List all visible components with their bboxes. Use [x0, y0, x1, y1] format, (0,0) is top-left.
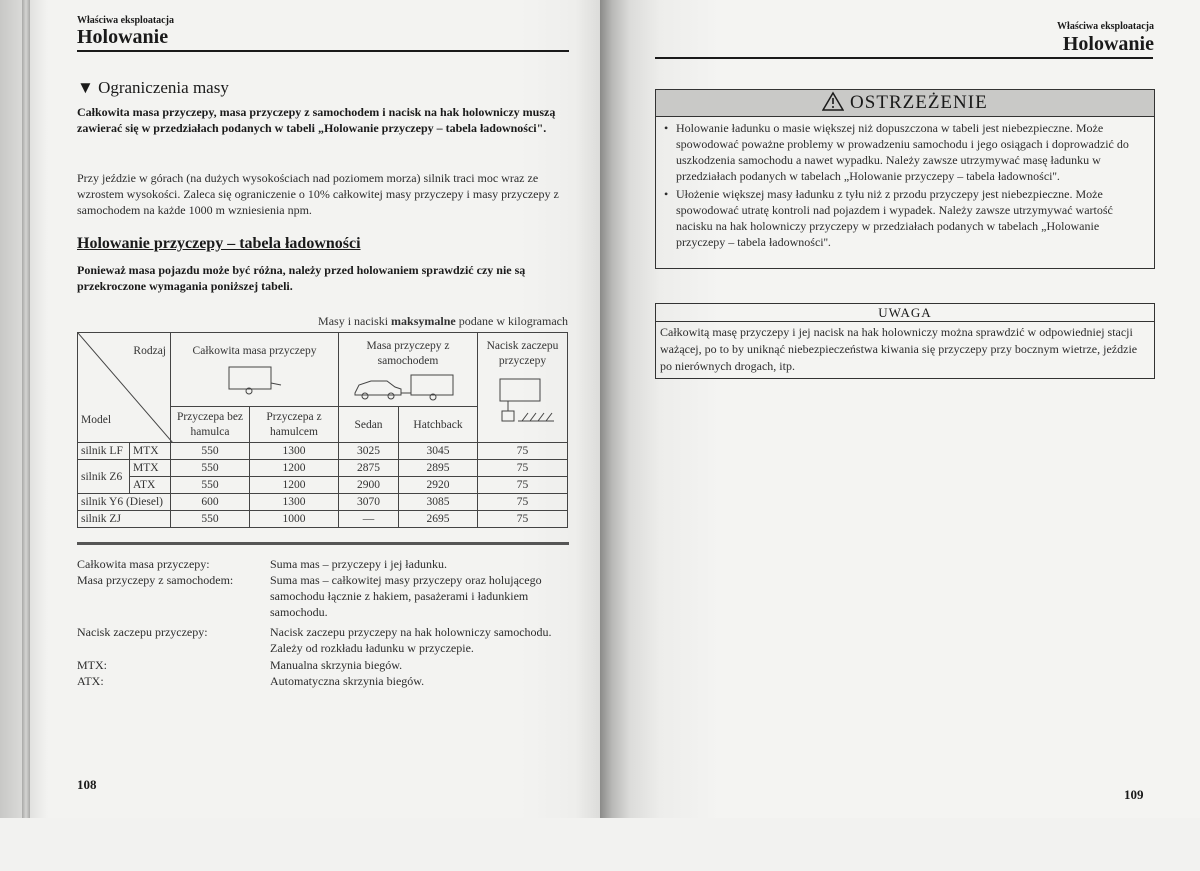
note-title: UWAGA — [656, 304, 1154, 322]
hitch-weight-icon — [488, 375, 558, 425]
cell-brake: 1300 — [250, 494, 339, 511]
subheader-brake: Przyczepa z hamulcem — [250, 407, 339, 443]
header-rule-left — [77, 50, 569, 52]
cell-no-brake: 550 — [171, 511, 250, 528]
cell-no-brake: 550 — [171, 443, 250, 460]
cell-brake: 1300 — [250, 443, 339, 460]
bottom-margin — [0, 818, 1200, 871]
warning-title-bar — [656, 90, 1154, 117]
note-box — [655, 303, 1155, 379]
glossary-term-5: ATX: — [77, 674, 104, 688]
glossary-def-4: Manualna skrzynia biegów. — [270, 658, 403, 672]
cell-engine: silnik Z6 — [78, 460, 130, 494]
subheader-no-brake: Przyczepa bez hamulca — [171, 407, 250, 443]
table-subheading: Holowanie przyczepy – tabela ładowności — [77, 235, 361, 252]
cell-sedan: 2875 — [339, 460, 399, 477]
table-row — [78, 494, 568, 511]
trailer-icon — [227, 363, 283, 397]
cell-hatchback: 2695 — [399, 511, 478, 528]
towing-capacity-table — [77, 332, 568, 528]
glossary-def-3: Nacisk zaczepu przyczepy na hak holowniczy samochodu. Zależy od rozkładu ładunku w przyczepie. — [270, 625, 552, 655]
cell-hatchback: 2920 — [399, 477, 478, 494]
car-with-trailer-icon — [353, 371, 463, 401]
table-bottom-rule — [77, 542, 569, 545]
running-header-small-left: Właściwa eksploatacja — [77, 15, 174, 26]
cell-hatchback: 3045 — [399, 443, 478, 460]
table-row — [78, 511, 568, 528]
note-text: Całkowitą masę przyczepy i jej nacisk na hak holowniczy można sprawdzić w odpowiedniej stacji ważącej, po to by uniknąć niebezpieczeństwa kiwania się przyczepy przy bocznym wietrze, jeździe po nierównych drogach, itp. — [660, 325, 1138, 373]
cell-sedan: 2900 — [339, 477, 399, 494]
header-total-mass — [171, 333, 339, 407]
cell-no-brake: 550 — [171, 460, 250, 477]
header-rule-right — [655, 57, 1153, 59]
intro-paragraph: Przy jeździe w górach (na dużych wysokościach nad poziomem morza) silnik traci moc wraz ze wzrostem wysokości. Zaleca się ograniczenie o 10% całkowitej masy przyczepy i masy przyczepy z samochodem na każde 1000 m wzniesienia npm. — [77, 171, 559, 217]
binding-edge — [22, 0, 30, 818]
cell-hitch: 75 — [478, 443, 568, 460]
running-header-big-right: Holowanie — [1062, 33, 1154, 55]
intro-bold-paragraph: Całkowita masa przyczepy, masa przyczepy z samochodem i nacisk na hak holowniczy muszą zawierać się w przedziałach podanych w tabeli „Holowanie przyczepy – tabela ładowności". — [77, 105, 556, 135]
page-number-left: 108 — [77, 777, 97, 792]
header-mass-with-car — [339, 333, 478, 407]
cell-hitch: 75 — [478, 511, 568, 528]
warning-item-1: Holowanie ładunku o masie większej niż dopuszczona w tabeli jest niebezpieczne. Może spowodować poważne problemy w prowadzeniu samochodu i jego osiągach i doprowadzić do uszkodzenia samochodu a nawet wypadku. Należy zawsze utrzymywać masę ładunku w przedziałach podanych w tabelach „Holowanie przyczepy – tabela ładowności''. — [676, 121, 1129, 183]
cell-sedan: 3025 — [339, 443, 399, 460]
table-row — [78, 477, 568, 494]
section-heading — [77, 78, 229, 98]
glossary-term-2: Masa przyczepy z samochodem: — [77, 573, 234, 587]
warning-list — [664, 120, 1148, 250]
bullet-icon: • — [664, 187, 669, 201]
table-intro-bold: Ponieważ masa pojazdu może być różna, należy przed holowaniem sprawdzić czy nie są przekroczone wymagania poniższej tabeli. — [77, 263, 526, 293]
cell-hitch: 75 — [478, 460, 568, 477]
warning-title: OSTRZEŻENIE — [850, 92, 988, 113]
table-caption — [200, 314, 568, 329]
cell-brake: 1200 — [250, 460, 339, 477]
list-item — [664, 186, 1148, 250]
header-total-mass-text: Całkowita masa przyczepy — [192, 345, 317, 357]
list-item — [664, 120, 1148, 184]
cell-hitch: 75 — [478, 477, 568, 494]
page-number-right: 109 — [1124, 787, 1144, 802]
cell-brake: 1000 — [250, 511, 339, 528]
cell-no-brake: 600 — [171, 494, 250, 511]
running-header-small-right: Właściwa eksploatacja — [1057, 21, 1154, 32]
cell-engine: silnik Y6 (Diesel) — [78, 494, 171, 511]
cell-no-brake: 550 — [171, 477, 250, 494]
corner-label-type: Rodzaj — [133, 345, 166, 357]
cell-sedan: 3070 — [339, 494, 399, 511]
table-row — [78, 460, 568, 477]
section-heading-text: Ograniczenia masy — [98, 78, 229, 97]
cell-brake: 1200 — [250, 477, 339, 494]
warning-triangle-icon — [822, 91, 844, 119]
glossary-term-4: MTX: — [77, 658, 107, 672]
running-header-big-left: Holowanie — [77, 26, 169, 48]
cell-hatchback: 2895 — [399, 460, 478, 477]
cell-transmission: ATX — [130, 477, 171, 494]
cell-engine: silnik LF — [78, 443, 130, 460]
subheader-hatchback: Hatchback — [399, 407, 478, 443]
caption-post: podane w kilogramach — [455, 314, 568, 328]
caption-pre: Masy i naciski — [318, 314, 392, 328]
header-hitch-text: Nacisk zaczepu przyczepy — [486, 340, 559, 367]
warning-item-2: Ułożenie większej masy ładunku z tyłu niż z przodu przyczepy jest niebezpieczne. Może spowodować utratę kontroli nad pojazdem i wypadek. Należy zawsze utrzymywać wartość nacisku na hak holowniczy przyczepy w przedziałach podanych w tabelach „Holowanie przyczepy – tabela ładowności''. — [676, 187, 1113, 249]
glossary-term-1: Całkowita masa przyczepy: — [77, 557, 210, 571]
cell-hatchback: 3085 — [399, 494, 478, 511]
cell-engine: silnik ZJ — [78, 511, 171, 528]
corner-label-model: Model — [81, 414, 112, 426]
subheader-sedan: Sedan — [339, 407, 399, 443]
cell-transmission: MTX — [130, 443, 171, 460]
table-corner-cell — [78, 333, 171, 443]
glossary-def-5: Automatyczna skrzynia biegów. — [270, 674, 425, 688]
cell-hitch: 75 — [478, 494, 568, 511]
glossary-def-1: Suma mas – przyczepy i jej ładunku. — [270, 557, 447, 571]
triangle-marker-icon: ▼ — [77, 78, 94, 97]
bullet-icon: • — [664, 121, 669, 135]
glossary-term-3: Nacisk zaczepu przyczepy: — [77, 625, 208, 639]
table-row — [78, 443, 568, 460]
glossary-def-2: Suma mas – całkowitej masy przyczepy oraz holującego samochodu łącznie z hakiem, pasażerami i ładunkiem samochodu. — [270, 573, 542, 619]
header-hitch — [478, 333, 568, 443]
cell-sedan: — — [339, 511, 399, 528]
cell-transmission: MTX — [130, 460, 171, 477]
header-mass-with-car-text: Masa przyczepy z samochodem — [366, 340, 450, 367]
caption-bold: maksymalne — [391, 314, 456, 328]
warning-box — [655, 89, 1155, 269]
